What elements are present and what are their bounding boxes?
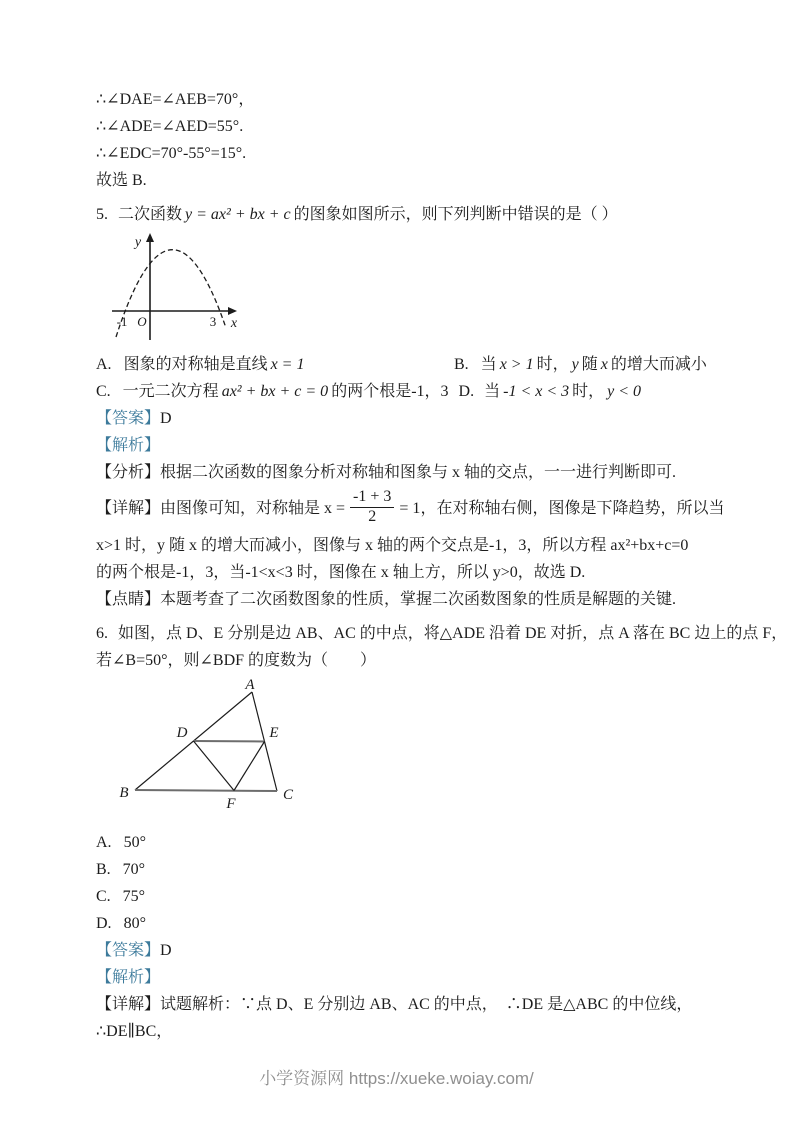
segment-EF [234, 742, 265, 791]
root-right-label: 3 [209, 314, 217, 329]
option-label: B. [96, 861, 111, 878]
option-value: 80° [123, 915, 146, 932]
option-text: 时， [536, 356, 569, 373]
fraction-numerator: -1 + 3 [350, 488, 394, 507]
q5-number: 5. [96, 206, 108, 223]
option-math: y [571, 356, 579, 373]
option-math: -1 < x < 3 [503, 383, 570, 400]
option-label: C. [96, 888, 111, 905]
q6-analysis-row [96, 964, 703, 991]
option-label: D. [96, 915, 112, 932]
q5-option-d [449, 383, 645, 400]
xiangjie-eq: = 1 [399, 500, 421, 517]
solution4-line-2 [96, 113, 703, 140]
fraction [350, 488, 394, 526]
solution4-step: ∴∠ADE=∠AED=55°. [96, 118, 244, 135]
option-label: A. [96, 834, 112, 851]
xiangjie-post: ，在对称轴右侧，图像是下降趋势，所以当 [420, 500, 725, 517]
dianjing-tag: 【点睛】 [96, 591, 161, 608]
q5-stem [96, 201, 703, 228]
vertex-c-label: C [282, 787, 294, 803]
solution4-step: ∴∠DAE=∠AEB=70°， [96, 91, 255, 108]
q6-stem-text: 若∠B=50°，则∠BDF 的度数为（ ） [96, 652, 377, 669]
q5-analysis-row [96, 432, 703, 459]
solution4-conclusion [96, 167, 703, 194]
q5-dianjing-row [96, 586, 703, 613]
q6-stem-line-2 [96, 647, 703, 674]
q5-option-c [96, 383, 449, 400]
q5-options-row-1 [96, 351, 707, 378]
origin-label: O [137, 314, 147, 329]
analysis-tag: 【解析】 [96, 437, 161, 454]
answer-value: D [160, 942, 172, 959]
triangle-svg [112, 678, 312, 816]
option-label: C. [96, 383, 111, 400]
option-text: 图象的对称轴是直线 [123, 356, 268, 373]
dianjing-text: 本题考查了二次函数图象的性质，掌握二次函数图象的性质是解题的关键. [160, 591, 677, 608]
vertex-a-label: A [245, 678, 255, 693]
parabola-svg [110, 232, 242, 342]
q5-xiangjie-row-1 [96, 486, 725, 532]
q6-option-b [96, 856, 703, 883]
option-math: x [600, 356, 608, 373]
option-text: 当 [480, 356, 497, 373]
root-left-label: -1 [116, 314, 128, 329]
solution4-line-3 [96, 140, 703, 167]
answer-tag: 【答案】 [96, 942, 161, 959]
option-value: 50° [123, 834, 146, 851]
option-text: 当 [484, 383, 501, 400]
q6-stem-line-1 [96, 620, 788, 647]
xiangjie-text: x>1 时，y 随 x 的增大而减小，图像与 x 轴的两个交点是-1，3，所以方程 ax²+bx+c=0 [96, 537, 689, 554]
solution4-step: ∴∠EDC=70°-55°=15°. [96, 145, 247, 162]
answer-tag: 【答案】 [96, 410, 161, 427]
option-text: 一元二次方程 [122, 383, 219, 400]
xiangjie-text: 试题解析：∵点 D、E 分别边 AB、AC 的中点， ∴DE 是△ABC 的中位线， [160, 996, 693, 1013]
fraction-denominator: 2 [368, 507, 377, 525]
q6-option-a [96, 829, 703, 856]
q5-stem-post: 的图象如图所示，则下列判断中错误的是（ ） [293, 206, 618, 223]
analysis-tag: 【解析】 [96, 969, 161, 986]
q6-triangle-figure [112, 678, 703, 821]
option-label: B. [454, 356, 469, 373]
xiangjie-tag: 【详解】 [96, 996, 161, 1013]
solution4-line-1 [96, 86, 703, 113]
option-label: D. [458, 383, 475, 400]
option-text: 的增大而减小 [610, 356, 707, 373]
option-math: y < 0 [607, 383, 642, 400]
q5-parabola-figure [110, 232, 703, 347]
conclusion-text: 故选 B. [96, 172, 147, 189]
q6-option-c [96, 883, 703, 910]
site-footer [0, 1064, 793, 1089]
q5-fenxi-row [96, 459, 703, 486]
q5-xiangjie-row-2 [96, 532, 703, 559]
option-math: x = 1 [270, 356, 305, 373]
q5-option-b [454, 356, 707, 373]
q5-options-row-2 [96, 378, 703, 405]
xiangjie-text: ∴DE∥BC， [96, 1023, 173, 1040]
option-text: 时， [572, 383, 605, 400]
q6-option-d [96, 910, 703, 937]
q5-xiangjie-row-3 [96, 559, 703, 586]
q5-stem-formula: y = ax² + bx + c [185, 206, 291, 223]
q6-xiangjie-row-2 [96, 1018, 703, 1045]
xiangjie-text: 的两个根是-1，3，当-1<x<3 时，图像在 x 轴上方，所以 y>0，故选 D. [96, 564, 586, 581]
q6-number: 6. [96, 625, 108, 642]
option-text: 随 [581, 356, 598, 373]
option-value: 70° [122, 861, 146, 878]
x-axis-arrow-icon [228, 307, 237, 315]
y-axis-arrow-icon [146, 233, 154, 242]
q5-answer-row [96, 405, 703, 432]
q6-stem-text: 如图，点 D、E 分别是边 AB、AC 的中点，将△ADE 沿着 DE 对折，点 A 落在 BC 边上的点 F， [118, 625, 788, 642]
option-label: A. [96, 356, 112, 373]
option-math: ax² + bx + c = 0 [221, 383, 329, 400]
xiangjie-tag: 【详解】 [96, 500, 161, 517]
y-axis-label: y [134, 235, 142, 250]
xiangjie-pre: 由图像可知，对称轴是 x = [160, 500, 346, 517]
option-math: x > 1 [499, 356, 534, 373]
fenxi-text: 根据二次函数的图象分析对称轴和图象与 x 轴的交点，一一进行判断即可. [160, 464, 677, 481]
segment-DF [194, 741, 235, 791]
q5-stem-pre: 二次函数 [118, 206, 183, 223]
vertex-f-label: F [226, 796, 236, 812]
q5-option-a [96, 351, 454, 378]
footer-text: 小学资源网 https://xueke.woiay.com/ [259, 1069, 534, 1088]
option-text: 的两个根是-1，3 [331, 383, 449, 400]
x-axis-label: x [230, 316, 238, 331]
option-value: 75° [122, 888, 146, 905]
q6-xiangjie-row-1 [96, 991, 703, 1018]
vertex-e-label: E [269, 725, 279, 741]
vertex-d-label: D [176, 725, 188, 741]
vertex-b-label: B [119, 785, 129, 801]
segment-DE [194, 741, 265, 742]
q6-answer-row [96, 937, 703, 964]
answer-value: D [160, 410, 172, 427]
side-BC [135, 790, 277, 791]
fenxi-tag: 【分析】 [96, 464, 161, 481]
